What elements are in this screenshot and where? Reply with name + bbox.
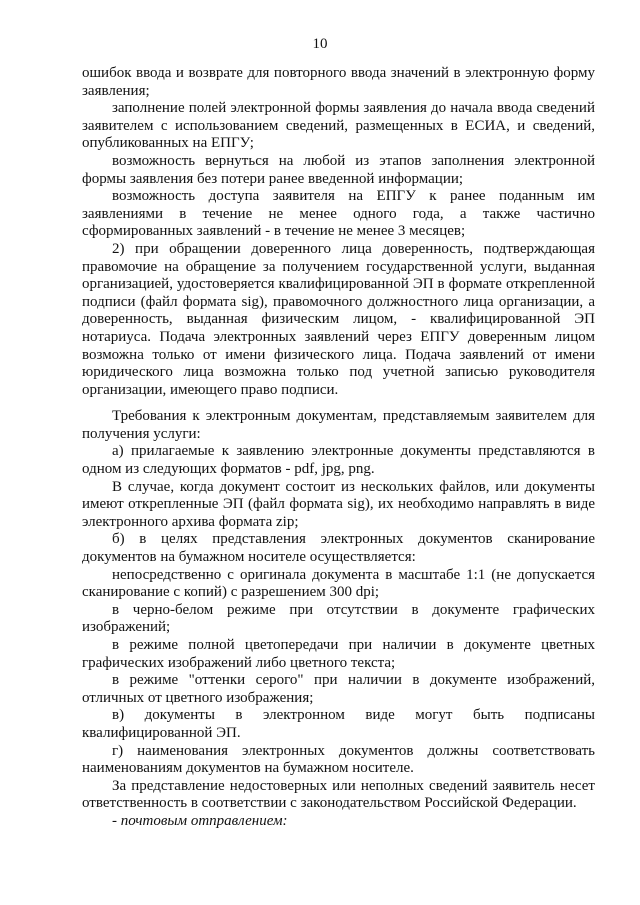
paragraph: непосредственно с оригинала документа в масштабе 1:1 (не допускается сканирование с копий) с разрешением 300 dpi; — [82, 566, 595, 601]
paragraph: в) документы в электронном виде могут быть подписаны квалифицированной ЭП. — [82, 707, 595, 741]
paragraph: б) в целях представления электронных документов сканирование документов на бумажном носителе осуществляется: — [82, 531, 595, 566]
body-text — [82, 65, 595, 831]
paragraph: в режиме полной цветопередачи при наличии в документе цветных графических изображений либо цветного текста; — [82, 637, 595, 671]
paragraph: в черно-белом режиме при отсутствии в документе графических изображений; — [82, 601, 595, 636]
page-number: 10 — [312, 36, 328, 52]
paragraph: За представление недостоверных или неполных сведений заявитель несет ответственность в соответствии с законодательством Российской Федерации. — [82, 777, 595, 812]
paragraph: 2) при обращении доверенного лица доверенность, подтверждающая правомочие на обращение за получением государственной услуги, выданная организацией, удостоверяется квалифицированной ЭП в формате открепленной подписи (файл формата sig), правомочного должностного лица организации, а доверенность, выданная физическим лицом, - квалифицированной ЭП нотариуса. Подача электронных заявлений через ЕПГУ доверенным лицом возможна только от имени физического лица. Подача заявлений от имени юридического лица возможна только под учетной записью руководителя организации, имеющего право подписи. — [82, 240, 595, 398]
paragraph: В случае, когда документ состоит из нескольких файлов, или документы имеют открепленные ЭП (файл формата sig), их необходимо направлять в виде электронного архива формата zip; — [82, 478, 595, 530]
paragraph: Требования к электронным документам, представляемым заявителем для получения услуги: — [82, 408, 595, 442]
paragraph: в режиме "оттенки серого" при наличии в документе изображений, отличных от цветного изображения; — [82, 672, 595, 706]
paragraph: а) прилагаемые к заявлению электронные документы представляются в одном из следующих форматов - pdf, jpg, png. — [82, 443, 595, 478]
paragraph: г) наименования электронных документов должны соответствовать наименованиям документов на бумажном носителе. — [82, 742, 595, 777]
paragraph: ошибок ввода и возврате для повторного ввода значений в электронную форму заявления; — [82, 65, 595, 99]
paragraph: заполнение полей электронной формы заявления до начала ввода сведений заявителем с использованием сведений, размещенных в ЕСИА, и сведений, опубликованных на ЕПГУ; — [82, 100, 595, 152]
paragraph: возможность доступа заявителя на ЕПГУ к ранее поданным им заявлениями в течение не менее одного года, а также частично сформированных заявлений - в течение не менее 3 месяцев; — [82, 188, 595, 240]
paragraph: возможность вернуться на любой из этапов заполнения электронной формы заявления без потери ранее введенной информации; — [82, 152, 595, 187]
postal-heading: - почтовым отправлением: — [112, 812, 288, 829]
